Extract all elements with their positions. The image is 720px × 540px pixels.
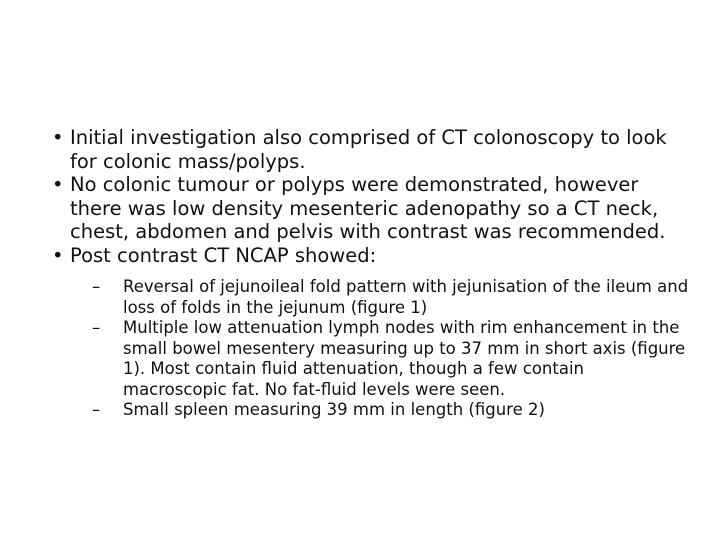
bullet-text: No colonic tumour or polyps were demonstrated, however there was low density mesenteric adenopathy so a CT neck, chest, abdomen and pelvis with contrast was recommended. [70, 173, 666, 243]
bullet-marker: • [52, 243, 64, 267]
bullet-text: Post contrast CT NCAP showed: [70, 243, 377, 267]
bullet-item [48, 173, 688, 244]
dash-marker: – [92, 277, 101, 296]
sub-bullet-text: Reversal of jejunoileal fold pattern with jejunisation of the ileum and loss of folds in the jejunum (figure 1) [123, 277, 689, 317]
sub-bullet-item [92, 277, 692, 318]
sub-bullet-text: Multiple low attenuation lymph nodes with rim enhancement in the small bowel mesentery measuring up to 37 mm in short axis (figure 1). Most contain fluid attenuation, though a few contain macroscopic fat. No fat-fluid levels were seen. [123, 318, 686, 399]
sub-bullet-item [92, 318, 692, 400]
sub-bullet-text: Small spleen measuring 39 mm in length (figure 2) [123, 400, 545, 419]
dash-marker: – [92, 400, 101, 419]
bullet-item [48, 244, 688, 268]
bullet-list [48, 126, 688, 267]
sub-bullet-list [92, 277, 692, 421]
bullet-marker: • [52, 173, 64, 196]
bullet-text: Initial investigation also comprised of CT colonoscopy to look for colonic mass/polyps. [70, 126, 667, 173]
sub-bullet-item [92, 400, 692, 421]
sub-bullet-container [92, 277, 692, 421]
bullet-marker: • [52, 126, 64, 149]
bullet-item [48, 126, 688, 173]
slide-body [48, 126, 688, 421]
dash-marker: – [92, 318, 101, 337]
